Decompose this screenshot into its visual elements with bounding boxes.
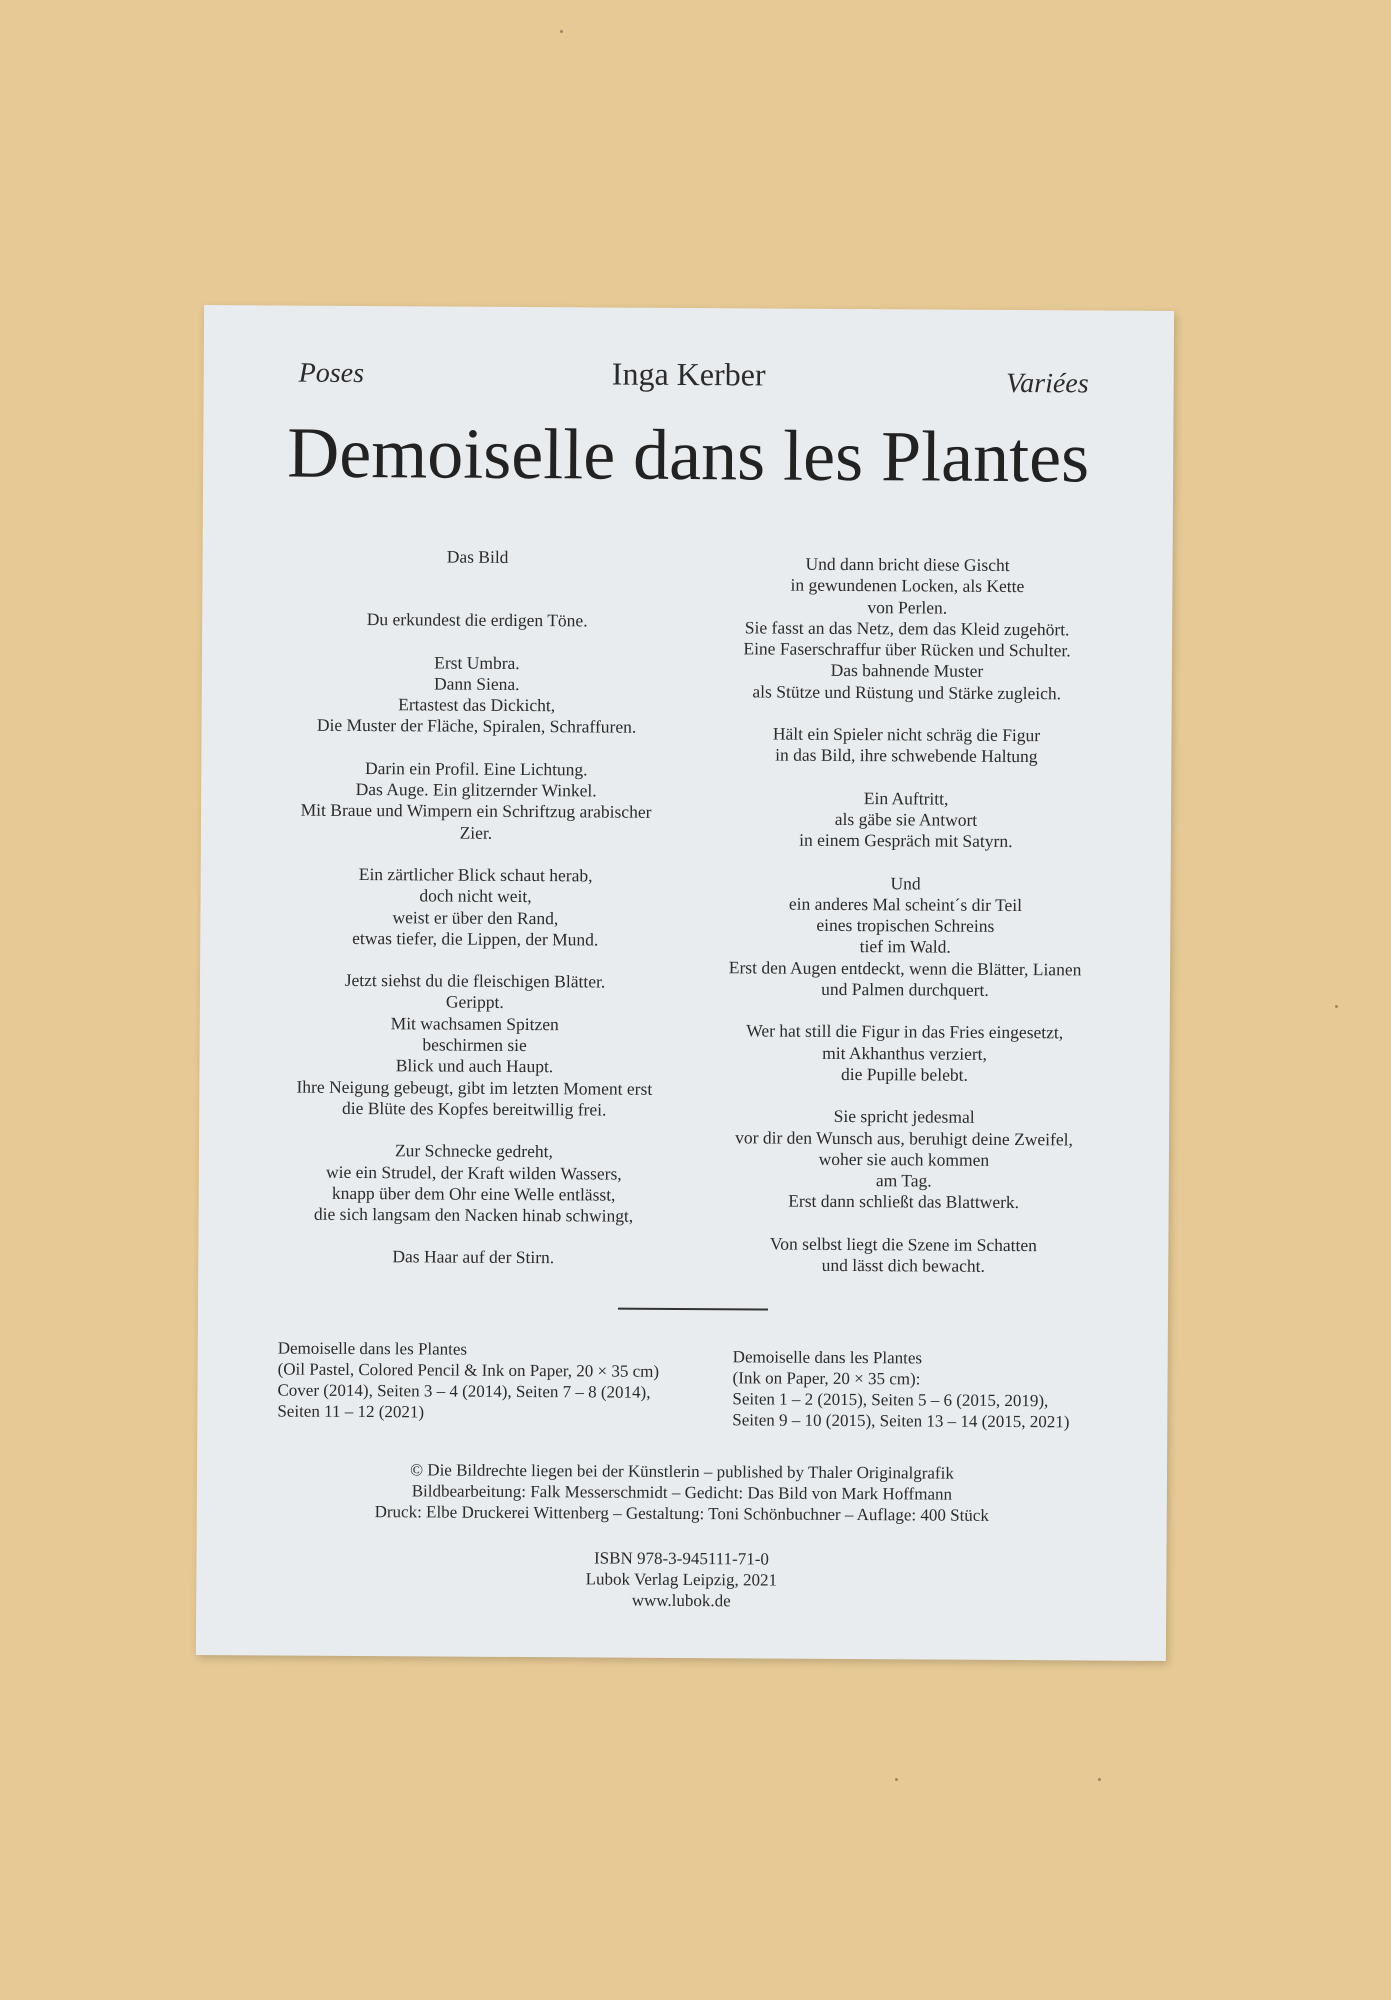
header-left: Poses <box>298 357 365 390</box>
poem-line: Das Auge. Ein glitzernder Winkel. <box>355 779 597 801</box>
poem-stanza <box>271 757 682 845</box>
imprint-block <box>197 1458 1167 1527</box>
poem-stanza <box>268 1246 678 1270</box>
poem-line: Und dann bricht diese Gischt <box>805 553 1010 575</box>
paper-speck <box>1335 1005 1338 1008</box>
author-name: Inga Kerber <box>611 355 766 393</box>
poem-line: und Palmen durchquert. <box>821 978 989 1000</box>
text-line: Seiten 1 – 2 (2015), Seiten 5 – 6 (2015, 2019), <box>732 1389 1049 1411</box>
text-line: Bildbearbeitung: Falk Messerschmidt – Gedicht: Das Bild von Mark Hoffmann <box>411 1481 953 1504</box>
poem-stanza <box>688 1233 1118 1278</box>
text-line: (Oil Pastel, Colored Pencil & Ink on Paper, 20 × 35 cm) <box>277 1359 660 1381</box>
paper-speck <box>1098 1778 1101 1781</box>
poem-line: Erst Umbra. <box>434 652 520 673</box>
poem-line: Jetzt siehst du die fleischigen Blätter. <box>344 970 606 992</box>
poem-line: Gerippt. <box>445 991 504 1013</box>
booklet-back-cover <box>196 305 1174 1661</box>
poem-line: Zur Schnecke gedreht, <box>394 1140 553 1162</box>
poem-line: die Blüte des Kopfes bereitwillig frei. <box>341 1097 607 1120</box>
poem-line: knapp über dem Ohr eine Welle entlässt, <box>331 1182 616 1205</box>
poem-line: vor dir den Wunsch aus, beruhigt deine Zweifel, <box>735 1126 1073 1149</box>
poem-stanza <box>273 545 683 569</box>
poem-line: Sie fasst an das Netz, dem das Kleid zugehört. <box>744 617 1070 640</box>
poem-line: Ihre Neigung gebeugt, gibt im letzten Moment erst <box>296 1076 653 1099</box>
poem-stanza <box>272 609 682 633</box>
poem-line: in gewundenen Locken, als Kette <box>790 574 1025 597</box>
poem-stanza <box>269 970 680 1122</box>
poem-line: doch nicht weit, <box>419 885 532 907</box>
poem-line: mit Akhanthus verziert, <box>822 1042 988 1064</box>
poem-line: Wer hat still die Figur in das Fries eingesetzt, <box>746 1020 1064 1043</box>
poem-line: Das Haar auf der Stirn. <box>392 1246 555 1268</box>
poem-line: Das Bild <box>446 546 509 567</box>
poem-line: Ein zärtlicher Blick schaut herab, <box>358 863 593 886</box>
poem-line: Erst dann schließt das Blattwerk. <box>788 1191 1020 1213</box>
page-title: Demoiselle dans les Plantes <box>287 412 1090 498</box>
header-right: Variées <box>1006 367 1089 400</box>
poem-stanza <box>269 1140 680 1228</box>
poem-line: Von selbst liegt die Szene im Schatten <box>769 1233 1037 1255</box>
poem-stanza <box>691 787 1121 854</box>
poem-line: in das Bild, ihre schwebende Haltung <box>775 744 1038 767</box>
poem-stanza <box>689 1105 1120 1214</box>
poem-column-left <box>268 545 683 1290</box>
text-line: Lubok Verlag Leipzig, 2021 <box>585 1569 778 1590</box>
poem-line: Zier. <box>459 822 493 843</box>
poem-line: ein anderes Mal scheint´s dir Teil <box>788 893 1023 915</box>
text-line: Demoiselle dans les Plantes <box>732 1347 923 1368</box>
poem-line: Du erkundest die erdigen Töne. <box>366 609 588 631</box>
publisher-block <box>196 1545 1166 1614</box>
poem-stanza <box>690 872 1121 1002</box>
poem-line: Dann Siena. <box>433 673 520 694</box>
text-line: Seiten 9 – 10 (2015), Seiten 13 – 14 (2015, 2021) <box>732 1410 1070 1432</box>
poem-stanza <box>270 863 681 951</box>
text-line: Seiten 11 – 12 (2021) <box>277 1401 425 1422</box>
paper-speck <box>895 1778 898 1781</box>
poem-line: Sie spricht jedesmal <box>833 1106 975 1128</box>
poem-line: Blick und auch Haupt. <box>395 1055 554 1077</box>
poem-line: als gäbe sie Antwort <box>834 808 978 830</box>
poem-line: die Pupille belebt. <box>840 1063 968 1085</box>
poem-line: von Perlen. <box>867 596 948 618</box>
poem-line: etwas tiefer, die Lippen, der Mund. <box>352 927 599 950</box>
poem-line: wie ein Strudel, der Kraft wilden Wassers, <box>325 1161 622 1184</box>
text-line: Cover (2014), Seiten 3 – 4 (2014), Seiten 7 – 8 (2014), <box>277 1380 651 1402</box>
text-line: (Ink on Paper, 20 × 35 cm): <box>732 1368 921 1389</box>
artwork-credits-right <box>732 1346 1153 1433</box>
text-line: Demoiselle dans les Plantes <box>277 1338 468 1359</box>
poem-line: in einem Gespräch mit Satyrn. <box>799 829 1013 852</box>
poem-line: Die Muster der Fläche, Spiralen, Schraffuren. <box>316 715 637 738</box>
text-line: © Die Bildrechte liegen bei der Künstlerin – published by Thaler Originalgrafik <box>410 1460 954 1483</box>
poem-stanza <box>692 553 1123 705</box>
poem-line: beschirmen sie <box>422 1034 527 1056</box>
poem-line: und lässt dich bewacht. <box>821 1254 985 1276</box>
poem-line: Erst den Augen entdeckt, wenn die Blätter, Lianen <box>728 957 1082 980</box>
poem-line: tief im Wald. <box>859 936 951 958</box>
poem-line: Darin ein Profil. Eine Lichtung. <box>364 757 588 780</box>
poem-line: Ein Auftritt, <box>863 787 949 809</box>
poem-line: Mit Braue und Wimpern ein Schriftzug arabischer <box>300 800 652 823</box>
paper-speck <box>560 30 563 33</box>
poem-stanza <box>689 1020 1119 1087</box>
poem-line: woher sie auch kommen <box>818 1148 990 1170</box>
text-line: ISBN 978-3-945111-71-0 <box>593 1548 769 1569</box>
divider <box>618 1308 768 1311</box>
poem-line: Ertastest das Dickicht, <box>398 694 556 716</box>
poem-line: Das bahnende Muster <box>830 660 984 682</box>
artwork-credits-left <box>277 1338 718 1425</box>
poem-column-right <box>688 553 1123 1299</box>
poem-line: die sich langsam den Nacken hinab schwingt, <box>313 1203 634 1226</box>
poem-stanza <box>271 651 682 739</box>
poem-line: weist er über den Rand, <box>392 906 559 928</box>
poem-line: als Stütze und Rüstung und Stärke zugleich. <box>752 681 1062 704</box>
text-line: www.lubok.de <box>631 1590 731 1611</box>
poem-stanza <box>691 723 1121 768</box>
poem-line: eines tropischen Schreins <box>816 914 995 937</box>
poem-line: Und <box>890 872 921 894</box>
poem-line: Eine Faserschraffur über Rücken und Schulter. <box>743 638 1071 661</box>
text-line: Druck: Elbe Druckerei Wittenberg – Gestaltung: Toni Schönbuchner – Auflage: 400 Stück <box>374 1502 989 1525</box>
poem-line: am Tag. <box>875 1170 932 1191</box>
poem-line: Hält ein Spieler nicht schräg die Figur <box>772 723 1041 746</box>
poem-line: Mit wachsamen Spitzen <box>390 1012 559 1034</box>
